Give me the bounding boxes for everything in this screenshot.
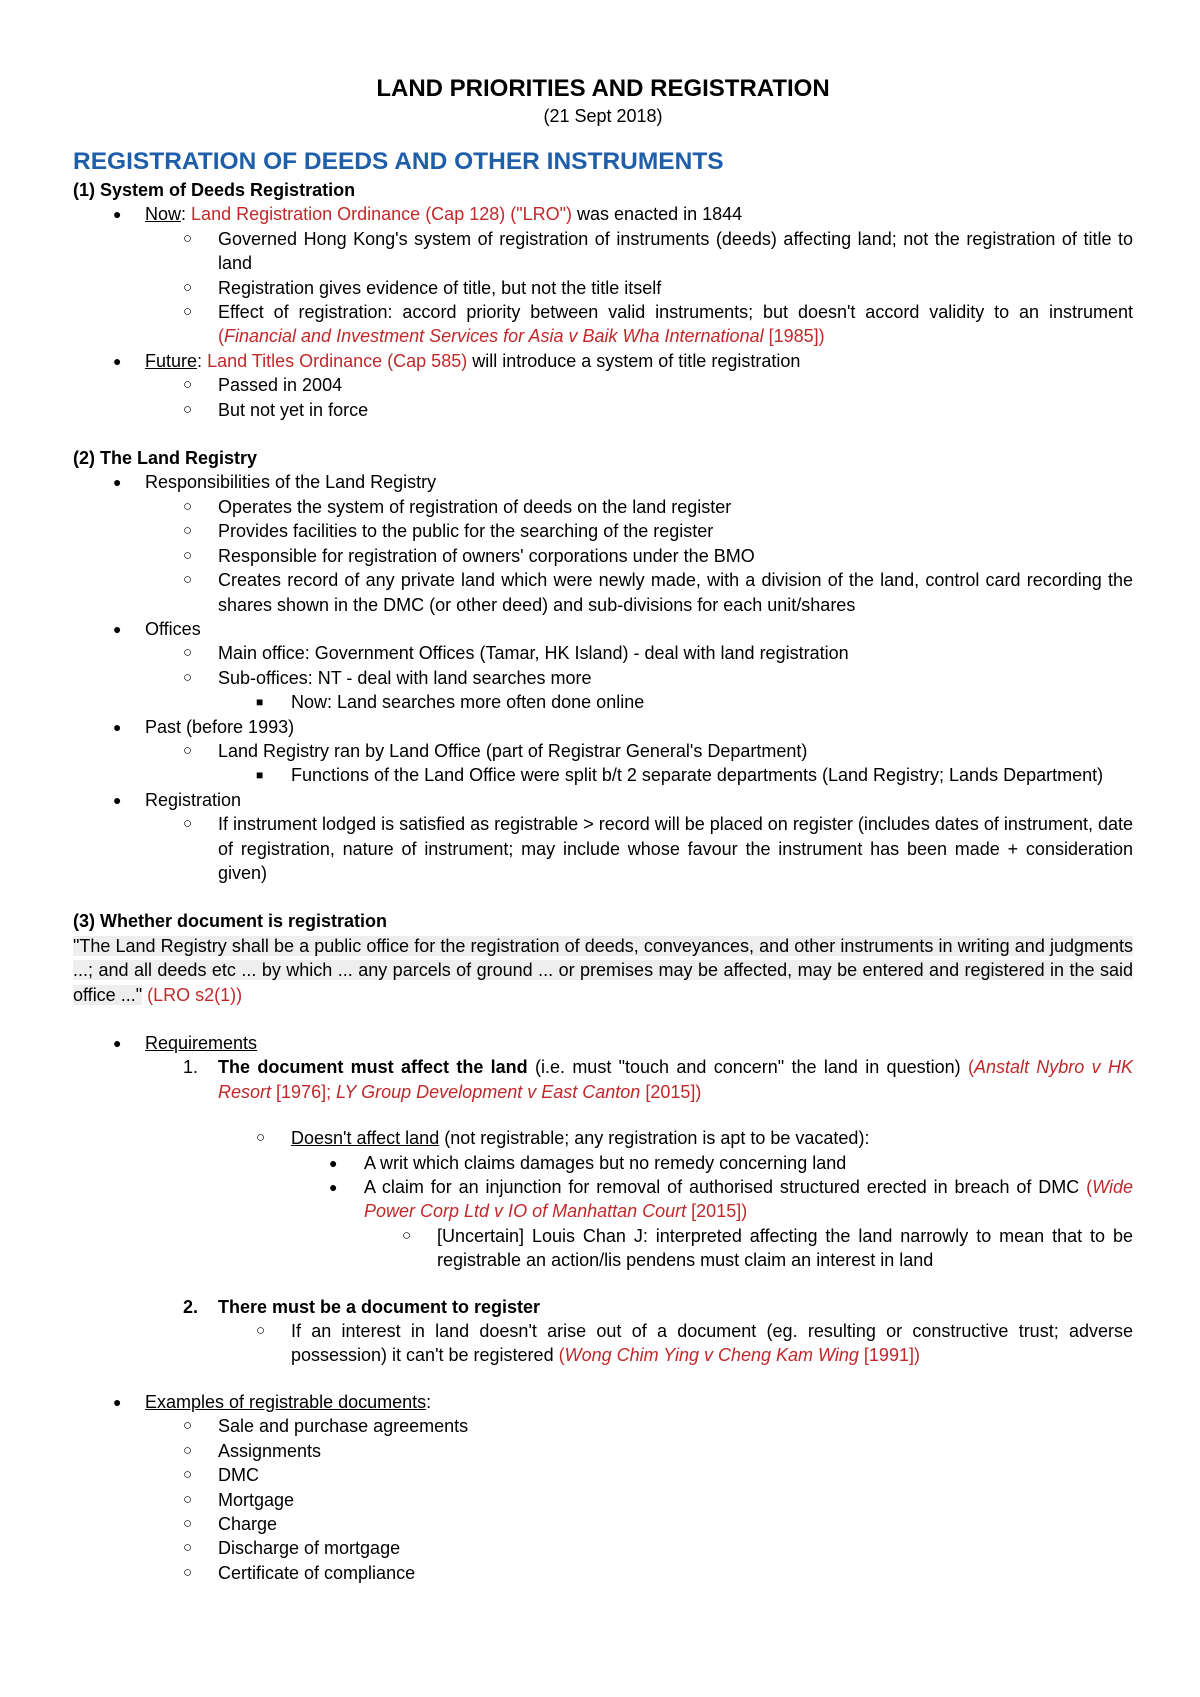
square-bullet-icon: ■ bbox=[256, 695, 264, 710]
list-item: ○ Assignments bbox=[73, 1439, 1133, 1463]
list-item: ○ Certificate of compliance bbox=[73, 1561, 1133, 1585]
subsection-1-title: (1) System of Deeds Registration bbox=[73, 180, 356, 200]
spacer bbox=[73, 1368, 1133, 1390]
case-citation: Anstalt Nybro v HK Resort bbox=[218, 1057, 1133, 1102]
bullet-icon: ● bbox=[113, 620, 122, 637]
list-item: ○ Passed in 2004 bbox=[73, 373, 1133, 397]
hollow-bullet-icon: ○ bbox=[183, 1417, 193, 1435]
spacer bbox=[73, 1007, 1133, 1031]
hollow-bullet-icon: ○ bbox=[183, 668, 193, 686]
hollow-bullet-icon: ○ bbox=[183, 741, 193, 759]
bullet-icon: ● bbox=[329, 1154, 338, 1171]
hollow-bullet-icon: ○ bbox=[183, 1441, 193, 1459]
subsection-2-title: (2) The Land Registry bbox=[73, 448, 258, 469]
list-item: ○ Discharge of mortgage bbox=[73, 1536, 1133, 1560]
case-citation: Financial and Investment Services for Asia v Baik Wha International bbox=[224, 326, 764, 347]
hollow-bullet-icon: ○ bbox=[183, 815, 193, 833]
list-item: ● Offices bbox=[73, 617, 1133, 641]
list-item: ○ [Uncertain] Louis Chan J: interpreted affecting the land narrowly to mean that to be registrable an action/lis pendens must claim an interest in land bbox=[402, 1225, 1133, 1271]
document-page bbox=[73, 74, 1133, 1585]
list-item: ● Registration bbox=[73, 788, 1133, 812]
list-item: ○ If instrument lodged is satisfied as registrable > record will be placed on register (includes dates of instrument, date of registration, nature of instrument; may include whose favour the instrument has been made + consideration given) bbox=[183, 814, 1133, 883]
case-citation: LY Group Development v East Canton bbox=[336, 1081, 641, 1102]
hollow-bullet-icon: ○ bbox=[183, 229, 193, 247]
statute-reference: Land Registration Ordinance (Cap 128) ("LRO") bbox=[191, 204, 573, 225]
list-item: ● Past (before 1993) bbox=[73, 715, 1133, 739]
hollow-bullet-icon: ○ bbox=[183, 376, 193, 394]
case-citation: Wide Power Corp Ltd v IO of Manhattan Court bbox=[364, 1177, 1133, 1222]
list-item: ● A writ which claims damages but no remedy concerning land bbox=[73, 1151, 1133, 1175]
bullet-icon: ● bbox=[113, 718, 122, 735]
list-item: ○ Registration gives evidence of title, but not the title itself bbox=[73, 276, 1133, 300]
bullet-icon: ● bbox=[113, 352, 122, 369]
statute-reference: (LRO s2(1)) bbox=[147, 984, 243, 1005]
hollow-bullet-icon: ○ bbox=[183, 644, 193, 662]
hollow-bullet-icon: ○ bbox=[183, 546, 193, 564]
list-item-now: ● Now: Land Registration Ordinance (Cap 128) ("LRO") was enacted in 1844 bbox=[73, 202, 1133, 226]
hollow-bullet-icon: ○ bbox=[183, 1466, 193, 1484]
hollow-bullet-icon: ○ bbox=[183, 278, 193, 296]
spacer bbox=[73, 885, 1133, 909]
spacer bbox=[73, 1104, 1133, 1126]
numbered-item: 2. There must be a document to register bbox=[183, 1296, 541, 1317]
hollow-bullet-icon: ○ bbox=[183, 1514, 193, 1532]
hollow-bullet-icon: ○ bbox=[183, 497, 193, 515]
document-title: LAND PRIORITIES AND REGISTRATION bbox=[376, 75, 830, 102]
list-item: ● Responsibilities of the Land Registry bbox=[73, 470, 1133, 494]
statute-reference: Land Titles Ordinance (Cap 585) bbox=[207, 350, 468, 371]
list-item: ○ Mortgage bbox=[73, 1488, 1133, 1512]
hollow-bullet-icon: ○ bbox=[256, 1129, 266, 1147]
bullet-icon: ● bbox=[329, 1179, 338, 1196]
bullet-icon: ● bbox=[113, 474, 122, 491]
subsection-3-title: (3) Whether document is registration bbox=[73, 911, 388, 932]
list-item-future: ● Future: Land Titles Ordinance (Cap 585) will introduce a system of title registration bbox=[73, 349, 1133, 373]
list-item: ○ Governed Hong Kong's system of registration of instruments (deeds) affecting land; not the registration of title to land bbox=[183, 228, 1133, 274]
bullet-icon: ● bbox=[113, 791, 122, 808]
list-item: ○ Provides facilities to the public for the searching of the register bbox=[73, 519, 1133, 543]
list-item: ○ Operates the system of registration of deeds on the land register bbox=[73, 495, 1133, 519]
list-item: ○ Effect of registration: accord priority between valid instruments; but doesn't accord validity to an instrument (Financial and Investment Services for Asia v Baik Wha International [1985]) bbox=[183, 302, 1133, 347]
list-item: ○ Sale and purchase agreements bbox=[73, 1414, 1133, 1438]
numbered-item: 1. The document must affect the land (i.e. must "touch and concern" the land in question) (Anstalt Nybro v HK Resort [1976]; LY Group Development v East Canton [2015]) bbox=[183, 1057, 1133, 1102]
list-item: ○ If an interest in land doesn't arise out of a document (eg. resulting or constructive trust; adverse possession) it can't be registered (Wong Chim Ying v Cheng Kam Wing [1991]) bbox=[256, 1321, 1133, 1366]
hollow-bullet-icon: ○ bbox=[183, 571, 193, 589]
square-bullet-icon: ■ bbox=[256, 768, 264, 783]
list-item: ■ Functions of the Land Office were split b/t 2 separate departments (Land Registry; Lands Department) bbox=[73, 763, 1133, 787]
list-item: ○ Responsible for registration of owners' corporations under the BMO bbox=[73, 544, 1133, 568]
list-item: ○ DMC bbox=[73, 1463, 1133, 1487]
list-item: ○ Main office: Government Offices (Tamar, HK Island) - deal with land registration bbox=[73, 641, 1133, 665]
list-item: ○ Sub-offices: NT - deal with land searches more bbox=[73, 666, 1133, 690]
hollow-bullet-icon: ○ bbox=[256, 1322, 266, 1340]
hollow-bullet-icon: ○ bbox=[183, 400, 193, 418]
spacer bbox=[73, 422, 1133, 446]
section-heading: REGISTRATION OF DEEDS AND OTHER INSTRUMENTS bbox=[73, 148, 724, 175]
statute-quote: "The Land Registry shall be a public office for the registration of deeds, conveyances, and other instruments in writing and judgments ...; and all deeds etc ... by which ... any parcels of ground ... or premises may be affected, may be entered and registered in the said office ..." (LRO s2(1)) bbox=[73, 935, 1133, 1005]
hollow-bullet-icon: ○ bbox=[402, 1226, 412, 1244]
hollow-bullet-icon: ○ bbox=[183, 1563, 193, 1581]
bullet-icon: ● bbox=[113, 1035, 122, 1051]
list-item: ○ Creates record of any private land which were newly made, with a division of the land, control card recording the shares shown in the DMC (or other deed) and sub-divisions for each unit/shares bbox=[183, 570, 1133, 615]
list-item: ● Examples of registrable documents: bbox=[73, 1390, 1133, 1414]
list-item: ○ But not yet in force bbox=[73, 398, 1133, 422]
bullet-icon: ● bbox=[113, 206, 122, 223]
list-item: ● A claim for an injunction for removal of authorised structured erected in breach of DMC (Wide Power Corp Ltd v IO of Manhattan Court [2015]) bbox=[329, 1177, 1133, 1222]
hollow-bullet-icon: ○ bbox=[183, 303, 193, 321]
hollow-bullet-icon: ○ bbox=[183, 522, 193, 540]
list-item: ○ Land Registry ran by Land Office (part of Registrar General's Department) bbox=[73, 739, 1133, 763]
document-date: (21 Sept 2018) bbox=[543, 106, 663, 126]
spacer bbox=[73, 1273, 1133, 1295]
list-item: ○ Charge bbox=[73, 1512, 1133, 1536]
hollow-bullet-icon: ○ bbox=[183, 1539, 193, 1557]
case-citation: Wong Chim Ying v Cheng Kam Wing bbox=[564, 1345, 859, 1366]
list-item: ■ Now: Land searches more often done online bbox=[73, 690, 1133, 714]
list-item: ● Requirements bbox=[73, 1031, 1133, 1055]
bullet-icon: ● bbox=[113, 1393, 122, 1410]
list-item: ○ Doesn't affect land (not registrable; any registration is apt to be vacated): bbox=[73, 1126, 1133, 1150]
hollow-bullet-icon: ○ bbox=[183, 1490, 193, 1508]
